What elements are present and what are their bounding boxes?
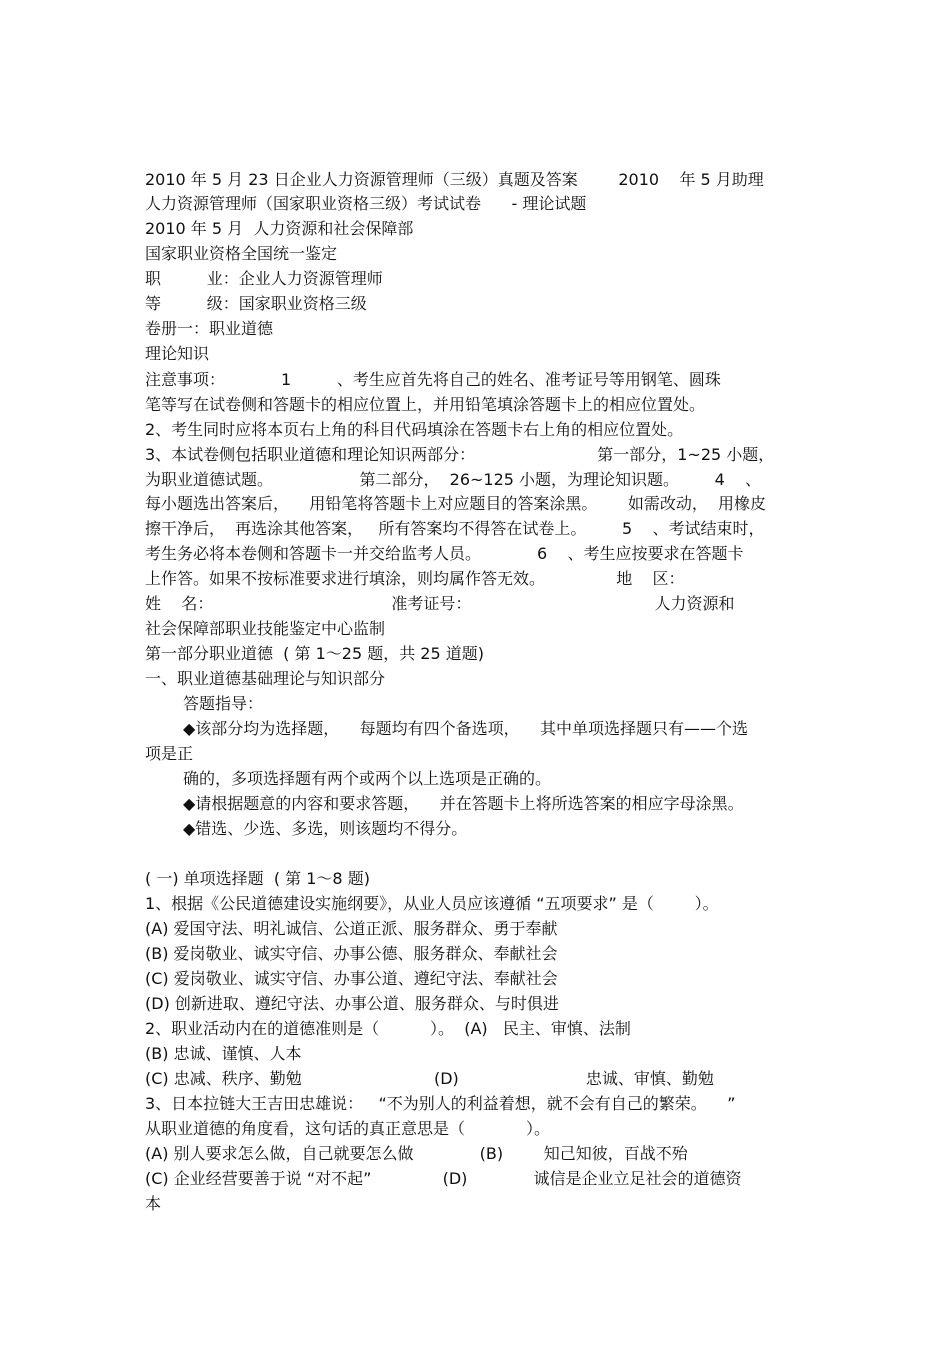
notes-line: 为职业道德试题。 第二部分， 26~125 小题，为理论知识题。 4 、 <box>145 470 762 489</box>
doc-level-line: 等 级：国家职业资格三级 <box>145 294 367 313</box>
guide-rule: ◆错选、少选、多选，则该题均不得分。 <box>183 819 468 838</box>
doc-line: 国家职业资格全国统一鉴定 <box>145 244 338 263</box>
doc-line: 理论知识 <box>145 344 210 363</box>
guide-heading: 答题指导： <box>183 694 264 713</box>
notes-line: 2、考生同时应将本页右上角的科目代码填涂在答题卡右上角的相应位置处。 <box>145 420 684 439</box>
option-line: (D) 创新进取、遵纪守法、办事公道、服务群众、与时俱进 <box>145 994 559 1013</box>
doc-profession-line: 职 业：企业人力资源管理师 <box>145 269 383 288</box>
question-1: 1、根据《公民道德建设实施纲要》，从业人员应该遵循 “五项要求” 是（ ）。 <box>145 894 719 913</box>
guide-rule: ◆请根据题意的内容和要求答题， 并在答题卡上将所选答案的相应字母涂黑。 <box>183 794 744 813</box>
option-line: (B) 忠诚、谨慎、人本 <box>145 1044 302 1063</box>
supervisor-line: 社会保障部职业技能鉴定中心监制 <box>145 619 386 638</box>
candidate-info-line: 姓 名： 准考证号： 人力资源和 <box>145 594 735 613</box>
option-line: (C) 忠减、秩序、勤勉 (D) 忠诚、审慎、勤勉 <box>145 1069 714 1088</box>
notes-line: 擦干净后， 再选涂其他答案， 所有答案均不得答在试卷上。 5 、考试结束时， <box>145 519 765 538</box>
doc-volume-line: 卷册一：职业道德 <box>145 319 274 338</box>
notes-line: 考生务必将本卷侧和答题卡一并交给监考人员。 6 、考生应按要求在答题卡 <box>145 544 744 563</box>
part-heading: 第一部分职业道德 ( 第 1～25 题，共 25 道题) <box>145 644 484 663</box>
question-group-heading: ( 一) 单项选择题 ( 第 1～8 题) <box>145 869 370 888</box>
option-line: (A) 别人要求怎么做，自己就要怎么做 (B) 知己知彼，百战不殆 <box>145 1144 688 1163</box>
notes-line: 3、本试卷侧包括职业道德和理论知识两部分： 第一部分，1~25 小题， <box>145 445 775 464</box>
option-line-wrap: 本 <box>145 1194 162 1213</box>
option-line: (A) 爱国守法、明礼诚信、公道正派、服务群众、勇于奉献 <box>145 919 558 938</box>
option-line: (C) 企业经营要善于说 “对不起” (D) 诚信是企业立足社会的道德资 <box>145 1169 742 1188</box>
question-2: 2、职业活动内在的道德准则是（ ）。 (A) 民主、审慎、法制 <box>145 1019 631 1038</box>
notes-line: 每小题选出答案后， 用铅笔将答题卡上对应题目的答案涂黑。 如需改动， 用橡皮 <box>145 494 767 513</box>
notes-line: 注意事项： 1 、考生应首先将自己的姓名、准考证号等用钢笔、圆珠 <box>145 370 721 389</box>
doc-date-line: 2010 年 5 月 人力资源和社会保障部 <box>145 219 414 238</box>
question-3: 3、日本拉链大王吉田忠雄说： “不为别人的利益着想，就不会有自己的繁荣。 ” <box>145 1094 736 1113</box>
doc-title-line-2: 人力资源管理师（国家职业资格三级）考试试卷 - 理论试题 <box>145 194 587 213</box>
doc-title-line-1: 2010 年 5 月 23 日企业人力资源管理师（三级）真题及答案 2010 年 5 月助理 <box>145 170 764 189</box>
notes-line: 笔等写在试卷侧和答题卡的相应位置上，并用铅笔填涂答题卡上的相应位置处。 <box>145 395 706 414</box>
notes-line: 上作答。如果不按标准要求进行填涂，则均属作答无效。 地 区： <box>145 569 685 588</box>
guide-rule: 确的，多项选择题有两个或两个以上选项是正确的。 <box>183 769 552 788</box>
option-line: (C) 爱岗敬业、诚实守信、办事公道、遵纪守法、奉献社会 <box>145 969 558 988</box>
question-3-cont: 从职业道德的角度看，这句话的真正意思是（ ）。 <box>145 1119 551 1138</box>
section-heading: 一、职业道德基础理论与知识部分 <box>145 669 386 688</box>
guide-rule-wrap: 项是正 <box>145 744 194 763</box>
guide-rule: ◆该部分均为选择题， 每题均有四个备选项， 其中单项选择题只有——个选 <box>183 719 748 738</box>
option-line: (B) 爱岗敬业、诚实守信、办事公德、服务群众、奉献社会 <box>145 944 558 963</box>
